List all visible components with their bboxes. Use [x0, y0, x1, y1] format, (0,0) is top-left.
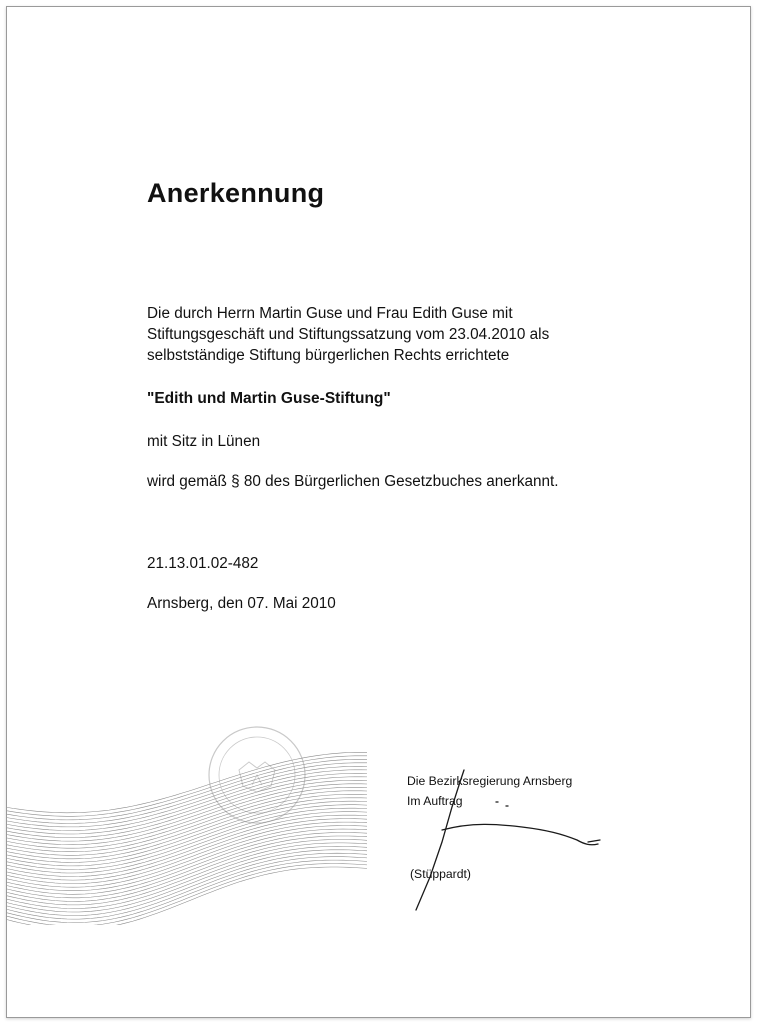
signature-authority-block	[407, 771, 572, 811]
wave-line	[7, 850, 367, 912]
intro-line: Stiftungsgeschäft und Stiftungssatzung vom 23.04.2010 als	[147, 326, 550, 343]
place-and-date: Arnsberg, den 07. Mai 2010	[147, 595, 336, 612]
wave-line	[7, 805, 367, 866]
document-page	[6, 6, 751, 1018]
foundation-seat: mit Sitz in Lünen	[147, 433, 261, 450]
wave-line	[7, 780, 367, 841]
wave-line	[7, 752, 367, 813]
issuing-authority: Die Bezirksregierung Arnsberg	[407, 774, 573, 788]
on-behalf-note: Im Auftrag	[407, 794, 463, 808]
wave-line	[7, 857, 367, 919]
wave-line	[7, 819, 367, 881]
document-title: Anerkennung	[147, 178, 325, 208]
wave-line	[7, 784, 367, 845]
official-seal	[209, 727, 305, 823]
wave-line	[7, 812, 367, 873]
wave-line	[7, 853, 367, 915]
intro-paragraph	[147, 303, 647, 366]
signatory-name: (Stüppardt)	[410, 867, 471, 881]
wave-line	[7, 843, 367, 905]
wave-line	[7, 756, 367, 817]
legal-basis: wird gemäß § 80 des Bürgerlichen Gesetzbuches anerkannt.	[147, 473, 559, 490]
guilloche-seal-art	[7, 725, 377, 925]
wave-line	[7, 867, 367, 925]
wave-line	[7, 846, 367, 908]
guilloche-wave-lines	[7, 752, 367, 925]
reference-number: 21.13.01.02-482	[147, 555, 259, 572]
wave-line	[7, 759, 367, 820]
foundation-name: "Edith und Martin Guse-Stiftung"	[147, 390, 391, 407]
wave-line	[7, 839, 367, 901]
intro-line: Die durch Herrn Martin Guse und Frau Edith Guse mit	[147, 305, 513, 322]
wave-line	[7, 808, 367, 869]
intro-line: selbstständige Stiftung bürgerlichen Rechts errichtete	[147, 347, 510, 364]
